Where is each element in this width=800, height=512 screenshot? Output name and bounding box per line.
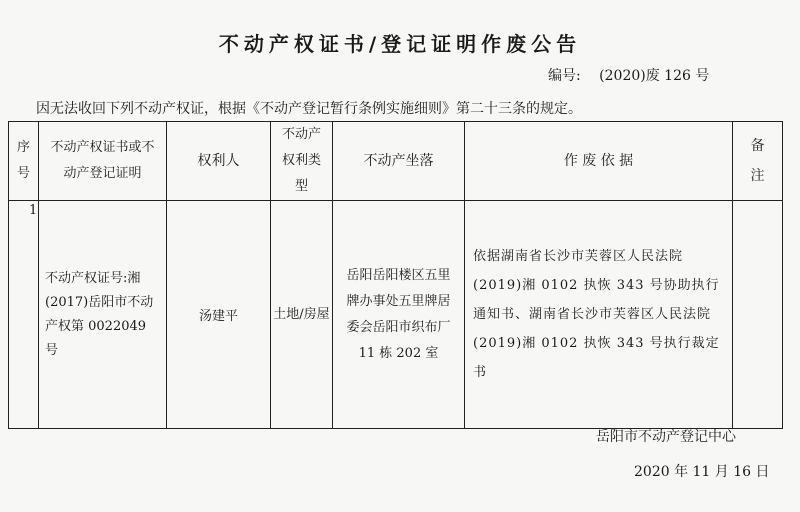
table-header-row: [9, 122, 783, 201]
header-seq: 序号: [9, 122, 39, 201]
header-remark: 备注: [733, 122, 783, 201]
intro-paragraph: 因无法收回下列不动产权证，根据《不动产登记暂行条例实施细则》第二十三条的规定。: [36, 101, 582, 117]
row-location: 岳阳岳阳楼区五里牌办事处五里牌居委会岳阳市织布厂 11 栋 202 室: [333, 201, 465, 429]
document-number-label: 编号:: [548, 68, 581, 84]
row-basis: 依据湖南省长沙市芙蓉区人民法院(2019)湘 0102 执恢 343 号协助执行通知书、湖南省长沙市芙蓉区人民法院(2019)湘 0102 执恢 343 号执行裁定书: [465, 201, 733, 429]
table-row: [9, 201, 783, 429]
header-basis: 作 废 依 据: [465, 122, 733, 201]
header-location: 不动产坐落: [333, 122, 465, 201]
row-cert: 不动产权证号:湘(2017)岳阳市不动产权第 0022049 号: [39, 201, 167, 429]
header-cert: 不动产权证书或不动产登记证明: [39, 122, 167, 201]
row-seq: 1: [9, 201, 39, 429]
issuer-name: 岳阳市不动产登记中心: [596, 429, 736, 445]
document-number: [548, 65, 709, 85]
row-holder: 汤建平: [167, 201, 271, 429]
header-right-type: 不动产权利类型: [271, 122, 333, 201]
issue-date: 2020 年 11 月 16 日: [634, 464, 770, 480]
row-remark: [733, 201, 783, 429]
void-certificate-table: [8, 121, 783, 429]
header-holder: 权利人: [167, 122, 271, 201]
row-right-type: 土地/房屋: [271, 201, 333, 429]
notice-title: 不动产权证书/登记证明作废公告: [218, 32, 582, 56]
document-number-value: (2020)废 126 号: [599, 68, 710, 84]
